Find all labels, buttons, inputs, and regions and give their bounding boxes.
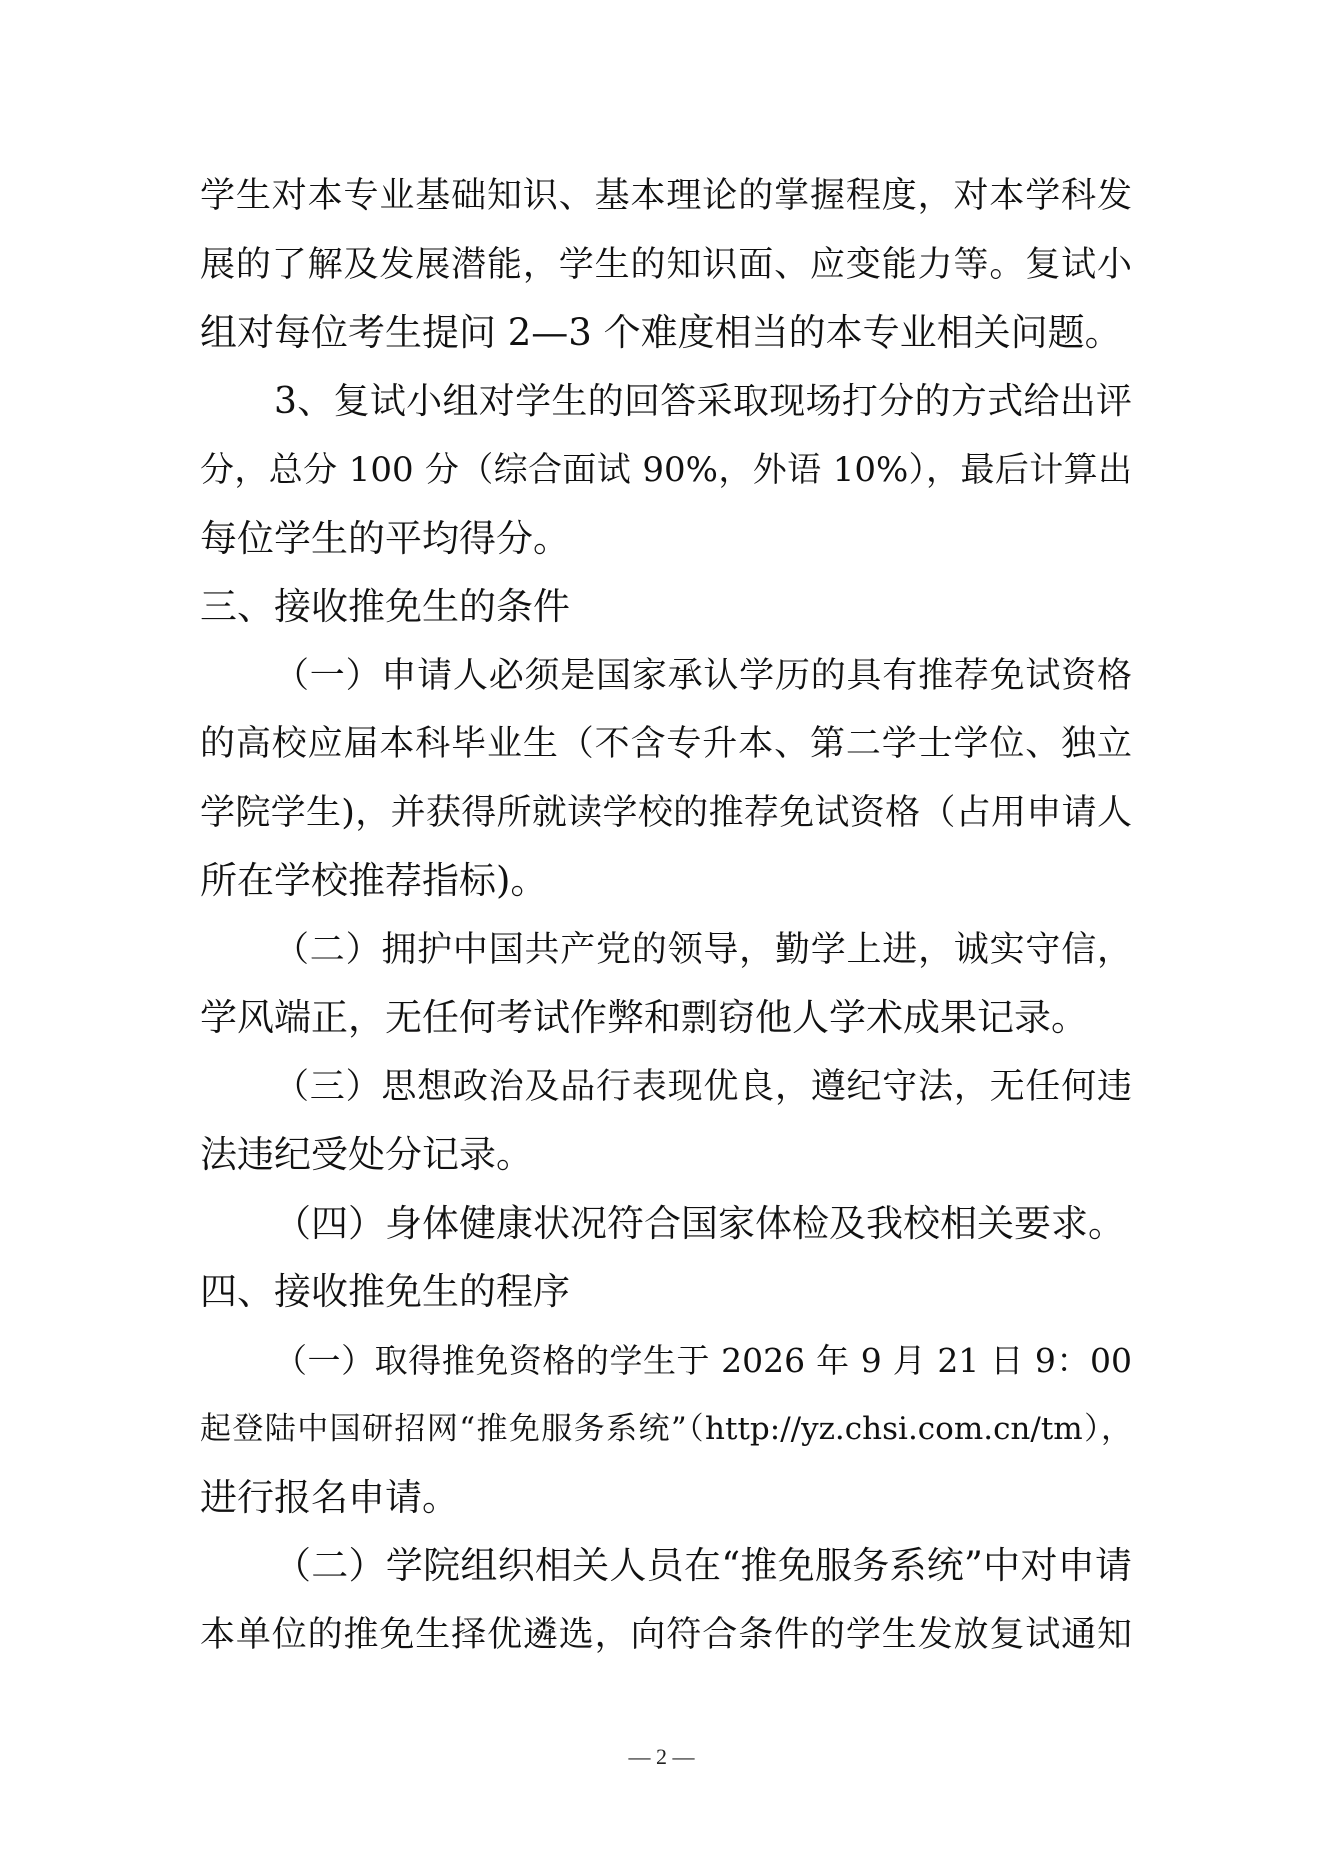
text-line: 进行报名申请。 xyxy=(200,1475,459,1519)
text-line: 起登陆中国研招网“推免服务系统”（http://yz.chsi.com.cn/tm）， xyxy=(200,1411,1132,1447)
text-line: 三、接收推免生的条件 xyxy=(200,585,570,628)
text-line: 分，总分 100 分（综合面试 90%，外语 10%），最后计算出 xyxy=(200,450,1132,490)
text-line: 本单位的推免生择优遴选，向符合条件的学生发放复试通知 xyxy=(200,1614,1132,1655)
text-line: 法违纪受处分记录。 xyxy=(200,1133,533,1176)
text-line: （二）学院组织相关人员在“推免服务系统”中对申请 xyxy=(274,1544,1132,1587)
page-number: — 2 — xyxy=(628,1744,695,1769)
text-line: 学生对本专业基础知识、基本理论的掌握程度，对本学科发 xyxy=(200,176,1132,216)
body-text xyxy=(200,162,1132,1669)
text-line: 的高校应届本科毕业生（不含专升本、第二学士学位、独立 xyxy=(200,724,1132,764)
text-line: 展的了解及发展潜能，学生的知识面、应变能力等。复试小 xyxy=(200,244,1132,285)
text-line: （二）拥护中国共产党的领导，勤学上进，诚实守信， xyxy=(274,929,1132,970)
text-line: 四、接收推免生的程序 xyxy=(200,1270,570,1313)
text-line: （一）取得推免资格的学生于 2026 年 9 月 21 日 9：00 xyxy=(274,1340,1132,1380)
text-line: 所在学校推荐指标)。 xyxy=(200,859,548,902)
text-line: （一）申请人必须是国家承认学历的具有推荐免试资格 xyxy=(274,655,1132,696)
text-line: （四）身体健康状况符合国家体检及我校相关要求。 xyxy=(274,1201,1125,1245)
text-line: 学风端正，无任何考试作弊和剽窃他人学术成果记录。 xyxy=(200,996,1088,1039)
text-line: 每位学生的平均得分。 xyxy=(200,516,570,560)
text-line: （三）思想政治及品行表现优良，遵纪守法，无任何违 xyxy=(274,1066,1132,1107)
text-line: 组对每位考生提问 2—3 个难度相当的本专业相关问题。 xyxy=(200,311,1122,354)
text-line: 3、复试小组对学生的回答采取现场打分的方式给出评 xyxy=(274,380,1132,422)
text-line: 学院学生)，并获得所就读学校的推荐免试资格（占用申请人 xyxy=(200,792,1132,833)
